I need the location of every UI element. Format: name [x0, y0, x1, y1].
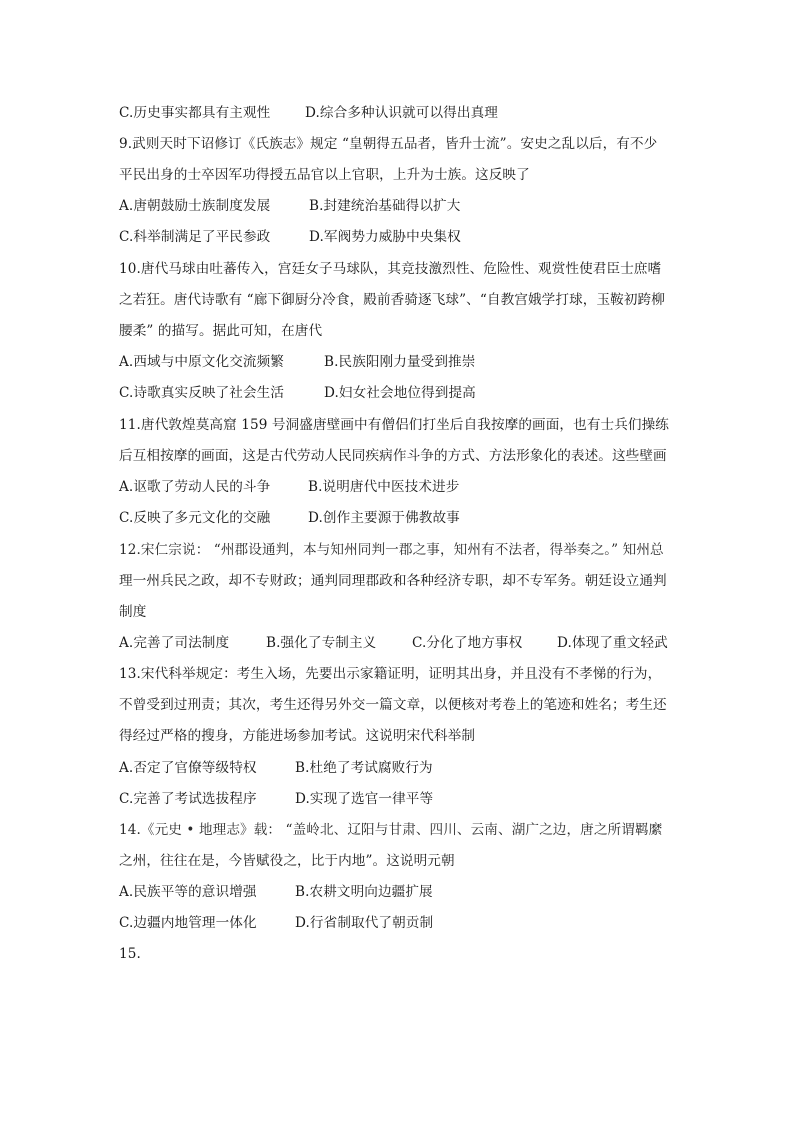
q11-option-c: C.反映了多元文化的交融 [119, 510, 271, 526]
q9-option-a: A.唐朝鼓励士族制度发展 [119, 198, 271, 214]
q11-stem-line-2: 后互相按摩的画面，这是古代劳动人民同疾病作斗争的方式、方法形象化的表述。这些壁画 [119, 448, 667, 464]
q14-option-c: C.边疆内地管理一体化 [119, 915, 257, 931]
q12-stem-line-2: 理一州兵民之政，却不专财政；通判同理郡政和各种经济专职，却不专军务。朝廷设立通判 [119, 573, 667, 589]
q10-stem-line-3: 腰柔” 的描写。据此可知，在唐代 [119, 323, 323, 339]
q14-option-b: B.农耕文明向边疆扩展 [295, 884, 433, 900]
q13-stem-line-1: 13.宋代科举规定：考生入场，先要出示家籍证明，证明其出身，并且没有不孝悌的行为， [119, 666, 662, 682]
q11-stem-line-1: 11.唐代敦煌莫高窟 159 号洞盛唐壁画中有僧侣们打坐后自我按摩的画面，也有士兵们操练 [119, 417, 669, 433]
q9-option-b: B.封建统治基础得以扩大 [309, 198, 461, 214]
q12-option-c: C.分化了地方事权 [412, 635, 523, 651]
q15-stem-line-1: 15. [119, 946, 141, 962]
q10-option-d: D.妇女社会地位得到提高 [324, 385, 476, 401]
q13-stem-line-3: 得经过严格的搜身，方能进场参加考试。这说明宋代科举制 [119, 728, 476, 744]
q13-stem-line-2: 不曾受到过刑责；其次，考生还得另外交一篇文章，以便核对考卷上的笔迹和姓名；考生还 [119, 697, 667, 713]
q12-option-a: A.完善了司法制度 [119, 635, 230, 651]
q11-option-a: A.讴歌了劳动人民的斗争 [119, 479, 271, 495]
q11-options-row-1 [119, 478, 679, 496]
q13-options-row-2 [119, 790, 679, 808]
q10-options-row-1 [119, 353, 679, 371]
q9-options-row-2 [119, 228, 679, 246]
q9-option-d: D.军阀势力威胁中央集权 [309, 229, 461, 245]
q13-option-a: A.否定了官僚等级特权 [119, 760, 257, 776]
q10-stem-line-1: 10.唐代马球由吐蕃传入，宫廷女子马球队，其竞技激烈性、危险性、观赏性使君臣士庶嗜 [119, 261, 662, 277]
q12-stem-line-1: 12.宋仁宗说： “州郡设通判，本与知州同判一郡之事，知州有不法者，得举奏之。” 知州总 [119, 542, 664, 558]
q13-option-b: B.杜绝了考试腐败行为 [295, 760, 433, 776]
q11-option-d: D.创作主要源于佛教故事 [308, 510, 460, 526]
q9-stem-line-2: 平民出身的士卒因军功得授五品官以上官职，上升为士族。这反映了 [119, 167, 530, 183]
q14-option-a: A.民族平等的意识增强 [119, 884, 257, 900]
q10-options-row-2 [119, 384, 679, 402]
q12-options-row [119, 634, 679, 652]
q14-options-row-2 [119, 914, 679, 932]
q11-options-row-2 [119, 509, 679, 527]
q12-option-d: D.体现了重文轻武 [557, 635, 668, 651]
q12-option-b: B.强化了专制主义 [266, 635, 377, 651]
q14-options-row-1 [119, 883, 679, 901]
q10-stem-line-2: 之若狂。唐代诗歌有 “廊下御厨分冷食，殿前香骑逐飞球”、“自教宫娥学打球，玉鞍初跨柳 [119, 292, 665, 308]
q13-options-row-1 [119, 759, 679, 777]
q8-options-row-2 [119, 104, 679, 122]
q8-option-c: C.历史事实都具有主观性 [119, 105, 271, 121]
q13-option-c: C.完善了考试选拔程序 [119, 791, 257, 807]
q14-stem-line-1: 14.《元史 • 地理志》载： “盖岭北、辽阳与甘肃、四川、云南、湖广之边，唐之所谓羁縻 [119, 822, 663, 838]
q11-option-b: B.说明唐代中医技术进步 [308, 479, 460, 495]
q9-stem-line-1: 9.武则天时下诏修订《氏族志》规定 “皇朝得五品者，皆升士流”。安史之乱以后，有不少 [119, 136, 658, 152]
q10-option-c: C.诗歌真实反映了社会生活 [119, 385, 285, 401]
q10-option-b: B.民族阳刚力量受到推崇 [324, 354, 476, 370]
q9-options-row-1 [119, 197, 679, 215]
q9-option-c: C.科举制满足了平民参政 [119, 229, 271, 245]
q8-option-d: D.综合多种认识就可以得出真理 [305, 105, 498, 121]
q12-stem-line-3: 制度 [119, 604, 147, 620]
q13-option-d: D.实现了选官一律平等 [295, 791, 434, 807]
q14-stem-line-2: 之州，往往在是，今皆赋役之，比于内地”。这说明元朝 [119, 853, 455, 869]
q14-option-d: D.行省制取代了朝贡制 [295, 915, 434, 931]
q10-option-a: A.西域与中原文化交流频繁 [119, 354, 284, 370]
